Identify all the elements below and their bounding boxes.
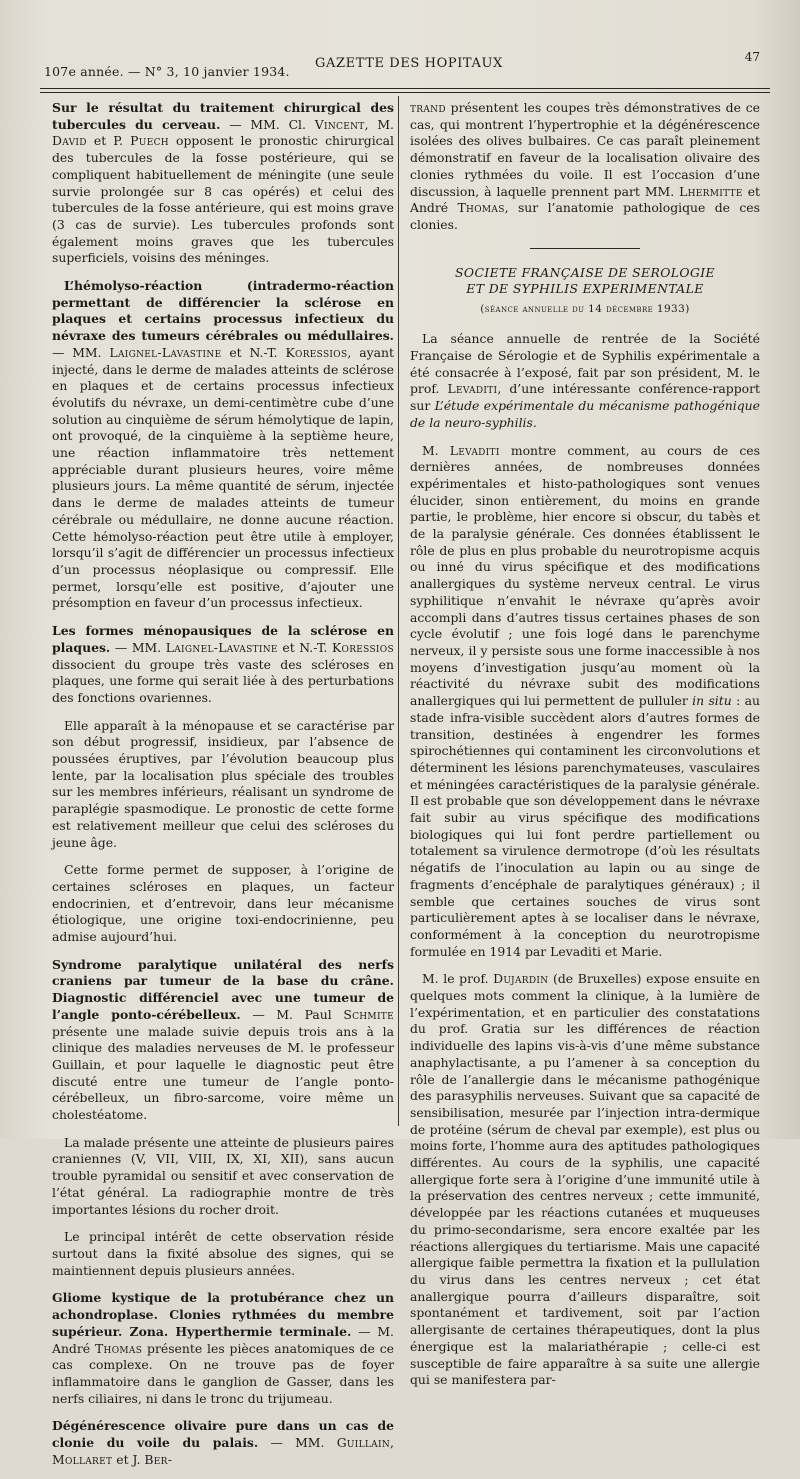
article-tubercules: Sur le résultat du traitement chirurgical des tubercules du cerveau. — MM. Cl. Vincent, M. David et P. Puech opposent le pronostic chirurgical des tubercules de la fosse postérieure, qui se compliquent habituellement de méningite (une seule survie prolongée sur 8 cas opérés) et celui des tubercules de la fosse antérieure, qui est moins grave (3 cas de survie). Les tubercules profonds sont également moins graves que les tubercules superficiels, voisins des méninges.	[52, 100, 394, 266]
article-menopause: Les formes ménopausiques de la sclérose en plaques. — MM. Laignel-Lavastine et N.-T. Koressios dissocient du groupe très vaste des scléroses en plaques, une forme qui serait liée à des perturbations des fonctions ovariennes.	[52, 623, 394, 705]
author: trand	[410, 100, 446, 115]
article-degenerescence: Dégénérescence olivaire pure dans un cas de clonie du voile du palais. — MM. Guillain, Mollaret et J. Ber-	[52, 1418, 394, 1467]
author: Mollaret	[52, 1451, 113, 1467]
page-header	[40, 46, 770, 86]
issue-line: 107e année. — N° 3, 10 janvier 1934.	[44, 64, 290, 79]
author: Lhermitte	[679, 183, 743, 199]
author: Levaditi	[449, 442, 500, 458]
article-gliome: Gliome kystique de la protubérance chez un achondroplase. Clonies rythmées du membre supérieur. Zona. Hyperthermie terminale. — M. André Thomas présente les pièces anatomiques de ce cas complexe. On ne trouve pas de foyer inflammatoire dans le ganglion de Gasser, dans les nerfs ciliaires, ni dans le tronc du trijumeau.	[52, 1290, 394, 1406]
article-body: , ayant injecté, dans le derme de malades atteints de sclérose en plaques et de certains processus infectieux évolutifs du névraxe, un demi-centimètre cube d’une solution au cinquième de sérum hémolytique de lapin, ont provoqué, de la cinquième à la septième heure, une réaction inflammatoire très nettement appréciable durant plusieurs heures, voire même plusieurs jours. La même quantité de sérum, injectée dans le derme de malades atteints de tumeur cérébrale ou médullaire, ne donne aucune réaction. Cette hémolyso-réaction peut être utile à employer, lorsqu’il s’agit de différencier un processus infectieux d’un processus néoplasique ou compressif. Elle permet, lorsqu’elle est positive, d’ajouter une présomption en faveur d’un processus infectieux.	[52, 344, 394, 611]
article-body: La malade présente une atteinte de plusieurs paires craniennes (V, VII, VIII, IX, XI, XII), sans aucun trouble pyramidal ou sensitif et avec conservation de l’état général. La radiographie montre de très importantes lésions du rocher droit.	[52, 1134, 394, 1217]
right-column	[410, 100, 760, 1400]
article-hemolyso: L’hémolyso-réaction (intradermo-réaction permettant de différencier la sclérose en plaques et certains processus infectieux du névraxe des tumeurs cérébrales ou médullaires. — MM. Laignel-Lavastine et N.-T. Koressios, ayant injecté, dans le derme de malades atteints de sclérose en plaques et de certains processus infectieux évolutifs du névraxe, un demi-centimètre cube d’une solution au cinquième de sérum hémolytique de lapin, ont provoqué, de la cinquième à la septième heure, une réaction inflammatoire très nettement appréciable durant plusieurs heures, voire même plusieurs jours. La même quantité de sérum, injectée dans le derme de malades atteints de tumeur cérébrale ou médullaire, ne donne aucune réaction. Cette hémolyso-réaction peut être utile à employer, lorsqu’il s’agit de différencier un processus infectieux d’un processus néoplasique ou compressif. Elle permet, lorsqu’elle est positive, d’ajouter une présomption en faveur d’un processus infectieux.	[52, 278, 394, 611]
report-levaditi: M. Levaditi montre comment, au cours de ces dernières années, de nombreuses données expérimentales et histo-pathologiques sont venues élucider, sinon entièrement, du moins en grande partie, le problème, hier encore si obscur, du tabès et de la paralysie générale. Ces données établissent le rôle de plus en plus probable du neurotropisme acquis ou inné du virus spécifique et des modifications anallergiques du système nerveux central. Le virus syphilitique n’envahit le névraxe qu’après avoir accompli dans d’autres tissus certaines phases de son cycle évolutif ; une fois logé dans le parenchyme nerveux, il y persiste sous une forme inaccessible à nos moyens d’investigation jusqu’au moment où la réactivité du névraxe subit des modifications anallergiques qui lui permettent de pulluler in situ : au stade infra-visible succèdent alors d’autres formes de transition, destinées à engendrer les formes spirochétiennes qui contaminent les circonvolutions et déterminent les lésions parenchymateuses, vasculaires et méningées caractéristiques de la paralysie générale. Il est probable que son développement dans le névraxe fait subir au virus spécifique des modifications biologiques qui lui font perdre partiellement ou totalement sa virulence dermotrope (d’où les résultats négatifs de l’inoculation au lapin ou au singe de fragments d’encéphale de paralytiques généraux) ; il semble que certaines souches de virus sont particulièrement aptes à se localiser dans le névraxe, conformément à la conception du neurotropisme formulée en 1914 par Levaditi et Marie.	[410, 442, 760, 959]
article-body: présente les pièces anatomiques de ce cas complexe. On ne trouve pas de foyer inflammatoire dans le ganglion de Gasser, dans les nerfs ciliaires, ni dans le tronc du trijumeau.	[52, 1340, 394, 1406]
section-separator	[530, 248, 640, 249]
report-dujardin: M. le prof. Dujardin (de Bruxelles) expose ensuite en quelques mots comment la clinique, à la lumière de l’expérimentation, et en particulier des constatations du prof. Gratia sur les différences de réaction individuelle des lapins vis-à-vis d’une même substance anaphylactisante, a pu l’amener à sa conception du rôle de l’anallergie dans le mécanisme pathogénique des parasyphilis nerveuses. Suivant que sa capacité de sensibilisation, mesurée par l’injection intra-dermique de protéine (sérum de cheval par exemple), est plus ou moins forte, l’homme aura des aptitudes pathologiques différentes. Au cours de la syphilis, une capacité allergique forte sera à l’origine d’une immunité utile à la préservation des centres nerveux ; cette immunité, développée par les réactions cutanées et muqueuses du primo-secondarisme, sera encore exaltée par les réactions allergiques du tertiarisme. Mais une capacité allergique faible permettra la fixation et la pullulation du virus dans les centres nerveux ; cet état anallergique pourra d’ailleurs disparaître, soit spontanément et tardivement, soit par l’action allergisante de certaines thérapeutiques, dont la plus énergique est la malariathérapie ; celle-ci est susceptible de faire apparaître à sa suite une allergie qui se manifestera par-	[410, 971, 760, 1388]
page-number: 47	[744, 50, 760, 64]
author: Laignel-Lavastine	[109, 344, 222, 360]
article-body: opposent le pronostic chirurgical des tubercules de la fosse postérieure, qui se compliquent habituellement de méningite (une seule survie prolongée sur 8 cas opérés) et celui des tubercules de la fosse antérieure, qui est moins grave (3 cas de survie). Les tubercules profonds sont également moins graves que les tubercules superficiels, voisins des méninges.	[52, 133, 394, 266]
article-body: Le principal intérêt de cette observation réside surtout dans la fixité absolue des signes, qui se maintiennent depuis plusieurs années.	[52, 1229, 394, 1278]
article-title: Sur le résultat du traitement chirurgical des tubercules du cerveau.	[52, 100, 394, 132]
society-heading: SOCIETE FRANÇAISE DE SEROLOGIE ET DE SYPHILIS EXPERIMENTALE	[455, 264, 715, 296]
author: Laignel-Lavastine	[165, 639, 278, 655]
author: Schmite	[343, 1006, 394, 1022]
article-body: présentent les coupes très démonstratives de ce cas, qui montrent l’hypertrophie et la dégénérescence isolées des olives bulbaires. Ce cas paraît pleinement démonstratif en faveur de la localisation olivaire des clonies rythmées du voile. Il est l’occasion d’une discussion, à laquelle prennent part MM.	[410, 100, 760, 199]
article-syndrome: Syndrome paralytique unilatéral des nerfs craniens par tumeur de la base du crâne. Diagnostic différenciel avec une tumeur de l’angle ponto-cérébelleux. — M. Paul Schmite présente une malade suivie depuis trois ans à la clinique des maladies nerveuses de M. le professeur Guillain, et pour laquelle le diagnostic peut être discuté entre une tumeur de l’angle ponto-cérébelleux, un fibro-sarcome, voire même un cholestéatome.	[52, 956, 394, 1123]
session-line: (séance annuelle du 14 décembre 1933)	[480, 302, 690, 315]
article-title: Gliome kystique de la protubérance chez un achondroplase. Clonies rythmées du membre supérieur. Zona. Hyperthermie terminale.	[52, 1290, 394, 1339]
author: Thomas	[94, 1340, 143, 1356]
article-body: Cette forme permet de supposer, à l’origine de certaines scléroses en plaques, un facteur endocrinien, et d’entrevoir, dans leur mécanisme étiologique, une origine toxi-endocrinienne, peu admise aujourd’hui.	[52, 862, 394, 945]
report-title: L’étude expérimentale du mécanisme pathogénique de la neuro-syphilis.	[410, 398, 760, 430]
article-title: Dégénérescence olivaire pure dans un cas de clonie du voile du palais.	[52, 1418, 394, 1451]
author: Puech	[130, 133, 169, 149]
column-divider	[398, 96, 399, 1126]
author: Dujardin	[493, 971, 549, 987]
author: Thomas	[457, 200, 505, 216]
left-column	[52, 100, 394, 1479]
article-body: Elle apparaît à la ménopause et se caractérise par son début progressif, insidieux, par l’absence de poussées éruptives, par l’évolution beaucoup plus lente, par la localisation plus spéciale des troubles sur les membres inférieurs, réalisant un syndrome de paraplégie spasmodique. Le pronostic de cette forme est relativement meilleur que celui des scléroses du jeune âge.	[52, 717, 394, 850]
article-continuation: trand présentent les coupes très démonstratives de ce cas, qui montrent l’hypertrophie et la dégénérescence isolées des olives bulbaires. Ce cas paraît pleinement démonstratif en faveur de la localisation olivaire des clonies rythmées du voile. Il est l’occasion d’une discussion, à laquelle prennent part MM. Lhermitte et André Thomas, sur l’anatomie pathologique de ces clonies.	[410, 100, 760, 232]
header-rule	[40, 88, 770, 93]
article-body: dissocient du groupe très vaste des scléroses en plaques, une forme qui serait liée à des perturbations des fonctions ovariennes.	[52, 656, 394, 705]
report-intro: La séance annuelle de rentrée de la Société Française de Sérologie et de Syphilis expérimentale a été consacrée à l’exposé, fait par son président, M. le prof. Levaditi, d’une intéressante conférence-rapport sur L’étude expérimentale du mécanisme pathogénique de la neuro-syphilis.	[410, 331, 760, 430]
author: Levaditi	[447, 381, 498, 397]
article-title: L’hémolyso-réaction (intradermo-réaction permettant de différencier la sclérose en plaques et certains processus infectieux du névraxe des tumeurs cérébrales ou médullaires.	[52, 278, 394, 344]
author: Ber-	[144, 1451, 173, 1467]
author: Guillain	[336, 1435, 391, 1451]
author: David	[52, 133, 87, 149]
article-title: Syndrome paralytique unilatéral des nerfs craniens par tumeur de la base du crâne. Diagnostic différenciel avec une tumeur de l’angle ponto-cérébelleux.	[52, 956, 394, 1022]
author: Vincent	[314, 116, 365, 132]
author: Koressios	[331, 639, 394, 655]
journal-title: GAZETTE DES HOPITAUX	[315, 56, 503, 71]
article-body: présente une malade suivie depuis trois ans à la clinique des maladies nerveuses de M. le professeur Guillain, et pour laquelle le diagnostic peut être discuté entre une tumeur de l’angle ponto-cérébelleux, un fibro-sarcome, voire même un cholestéatome.	[52, 1023, 394, 1123]
article-title: Les formes ménopausiques de la sclérose en plaques.	[52, 623, 394, 655]
author: Koressios	[285, 344, 348, 360]
